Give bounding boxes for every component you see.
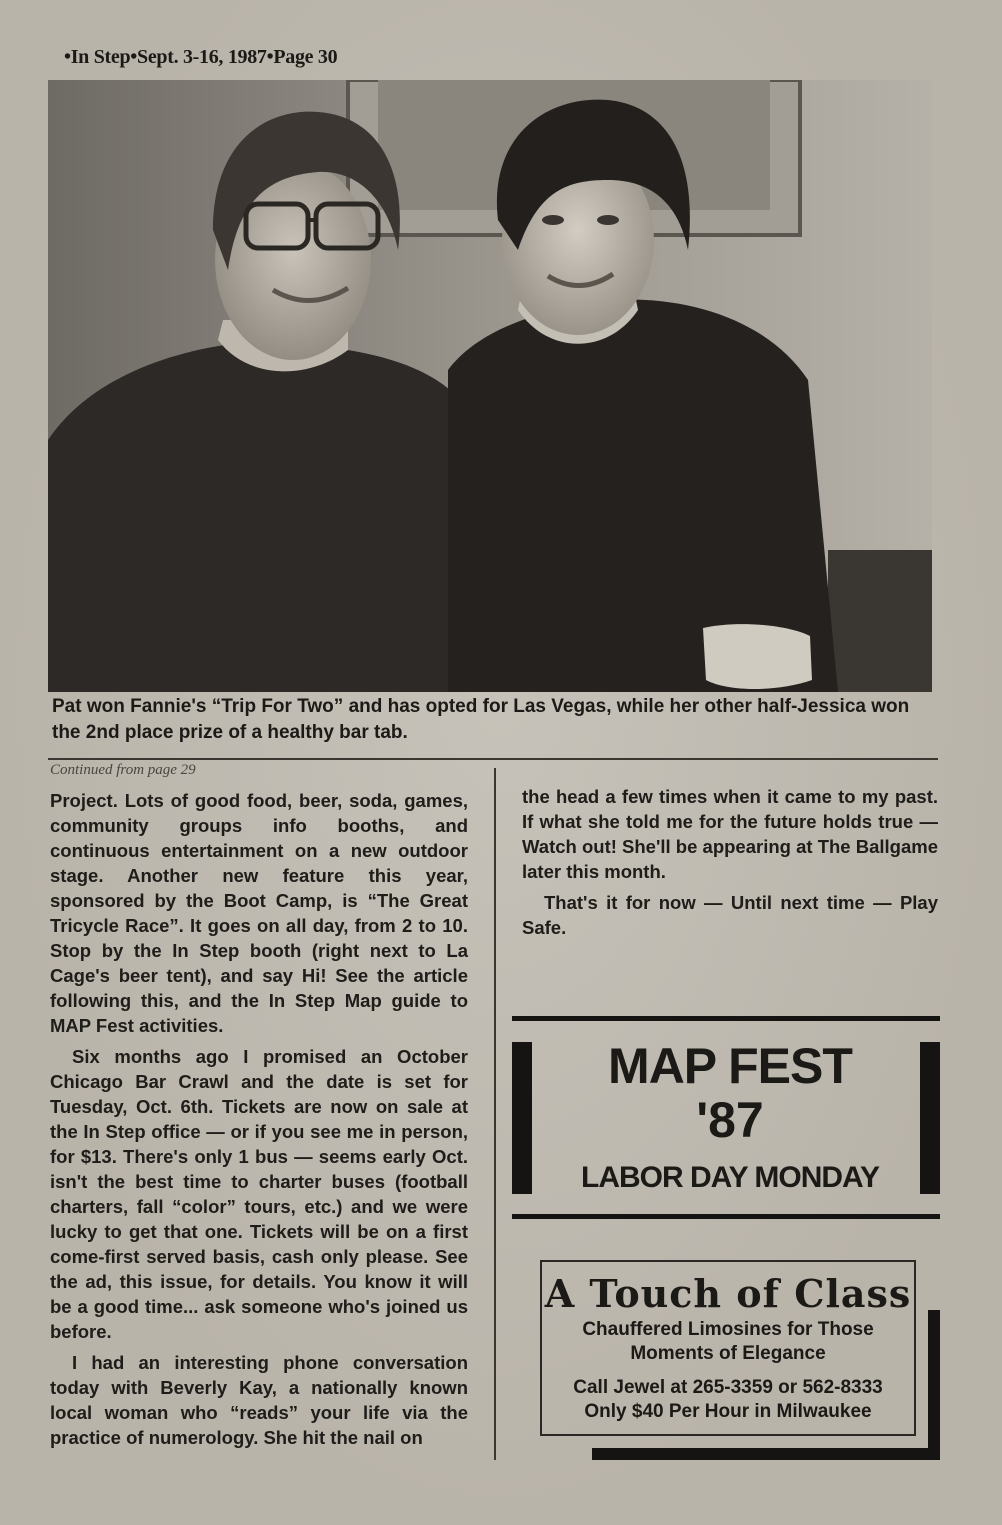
limo-ad-line-1: Chauffered Limosines for Those (582, 1319, 874, 1340)
mapfest-ad-title: MAP FEST (608, 1038, 852, 1094)
article-right-column (522, 784, 938, 946)
mapfest-ad-top-bar (512, 1016, 940, 1021)
article-paragraph: Six months ago I promised an October Chicago Bar Crawl and the date is set for Tuesday, Oct. 6th. Tickets are now on sale at the In Step office — or if you see me in person, for $13. There's only 1 bus — seems early Oct. isn't the best time to charter buses (football charters, fall “color” tours, etc.) and we were lucky to get that one. Tickets will be on a first come-first served basis, cash only please. See the ad, this issue, for details. You know it will be a good time... ask someone who's joined us before. (50, 1046, 469, 1342)
section-divider (48, 758, 938, 760)
limo-ad-price: Only $40 Per Hour in Milwaukee (584, 1401, 872, 1422)
mapfest-ad-left-bar (512, 1042, 532, 1194)
mapfest-ad-year: '87 (696, 1092, 764, 1148)
article-paragraph: I had an interesting phone conversation today with Beverly Kay, a nationally known local woman who “reads” your life via the practice of numerology. She hit the nail on (50, 1352, 468, 1448)
limo-ad-line-2: Moments of Elegance (630, 1343, 826, 1364)
page-header: •In Step•Sept. 3-16, 1987•Page 30 (64, 46, 338, 68)
photo-two-women (48, 80, 932, 692)
article-left-column (50, 788, 468, 1456)
limo-ad-shadow-bottom (592, 1448, 940, 1460)
mapfest-ad-bottom-bar (512, 1214, 940, 1219)
column-divider (494, 768, 496, 1460)
photo-caption: Pat won Fannie's “Trip For Two” and has opted for Las Vegas, while her other half-Jessica won the 2nd place prize of a healthy bar tab. (52, 696, 910, 743)
limo-ad-phone: Call Jewel at 265-3359 or 562-8333 (573, 1377, 883, 1398)
limo-ad-title: A Touch of Class (544, 1271, 912, 1316)
limo-ad-shadow-right (928, 1310, 940, 1460)
article-paragraph: Project. Lots of good food, beer, soda, games, community groups info booths, and continuous entertainment on a new outdoor stage. Another new feature this year, sponsored by the Boot Camp, is “The Great Tricycle Race”. It goes on all day, from 2 to 10. Stop by the In Step booth (right next to La Cage's beer tent), and say Hi! See the article following this, and the In Step Map guide to MAP Fest activities. (50, 790, 469, 1036)
continued-note: Continued from page 29 (50, 762, 196, 778)
article-paragraph: That's it for now — Until next time — Play Safe. (522, 892, 938, 938)
mapfest-ad-right-bar (920, 1042, 940, 1194)
article-paragraph: the head a few times when it came to my past. If what she told me for the future holds true — Watch out! She'll be appearing at The Ballgame later this month. (522, 786, 938, 882)
mapfest-ad-subtitle: LABOR DAY MONDAY (581, 1161, 879, 1194)
